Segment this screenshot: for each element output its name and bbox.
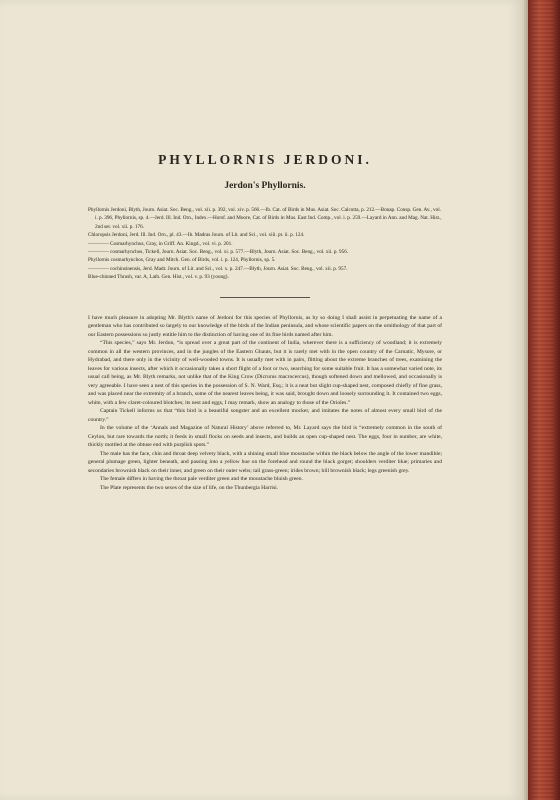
synonymy-entry: Chloropsis Jerdoni, Jerd. Ill. Ind. Orn., pl. 43.—Ib. Madras Journ. of Lit. and Sci., vol. xiii. pt. ii. p. 124.: [88, 232, 305, 239]
book-cover-edge: [528, 0, 560, 800]
page-title: PHYLLORNIS JERDONI.: [158, 152, 372, 167]
synonymy-entry: Phyllornis cosmarhynchos, Gray and Mitch. Gen. of Birds, vol. i. p. 124, Phyllornis, sp. 5.: [88, 257, 276, 264]
synonymy-entry: ———— cochinsinensis, Jerd. Madr. Journ. of Lit. and Sci., vol. x. p. 247.—Blyth, Journ. Asiat. Soc. Beng., vol. xii. p. 957.: [88, 265, 348, 272]
page-content: [88, 152, 442, 492]
cover-texture: [532, 0, 554, 800]
synonymy-entry: Phyllornis Jerdoni, Blyth, Journ. Asiat. Soc. Beng., vol. xii. p. 392, vol. xiv. p. 566.—Ib. Cat. of Birds in Mus. Asiat. Soc. Calcutta, p. 212.—Bonap. Consp. Gen. Av., vol. i. p. 396, Phyllornis, sp. 4.—Jerd. Ill. Ind. Orn., Index.—Horsf. and Moore, Cat. of Birds in Mus. East Ind. Comp., vol. i. p. 259.—Layard in Ann. and Mag. Nat. Hist., 2nd ser. vol. xii. p. 176.: [88, 207, 442, 230]
body-paragraph: In the volume of the ‘Annals and Magazine of Natural History’ above referred to, Mr. Layard says the bird is “extremely common in the south of Ceylon, but rare towards the north; it feeds in small flocks on seeds and insects, and builds an open cup-shaped nest. The eggs, four in number, are white, thickly mottled at the obtuse end with purplish spots.”: [88, 425, 442, 449]
body-paragraph: I have much pleasure in adopting Mr. Blyth's name of Jerdoni for this species of Phyllornis, as by so doing I shall assist in perpetuating the name of a gentleman who has contributed so largely to our knowledge of the birds of the Indian peninsula, and whose scientific papers on the ornithology of that part of our Eastern possessions so justly entitle him to the distinction of having one of its fine birds named after him.: [88, 314, 442, 338]
synonymy-block: [88, 206, 442, 282]
body-paragraph: “This species,” says Mr. Jerdon, “is spread over a great part of the continent of India, wherever there is a sufficiency of woodland; it is extremely common in all the western provinces, and in the jungles of the Eastern Ghauts, but it is rarely met with in the open country of the Carnatic, Mysore, or Hydrabad, and there only in the vicinity of well-wooded towns. It is usually met with in pairs, flitting about the extreme branches of trees, examining the leaves for various insects, after which it occasionally takes a short flight of a foot or two, searching for some suitable fruit. It has a somewhat varied note, its usual call being, as Mr. Blyth remarks, not unlike that of the King Crow (Dicrurus macrocercus), though softened down and mellowed, and occasionally is very agreeable. I have seen a nest of this species in the possession of S. N. Ward, Esq.; it is a neat but slight cup-shaped nest, composed chiefly of fine grass, and was placed near the extremity of a branch, some of the nearest leaves being, it was said, brought down and loosely surrounding it. It contained two eggs, white, with a few claret-coloured blotches; its nest and eggs, I may remark, show an analogy to those of the Orioles.”: [88, 340, 442, 406]
body-text: [88, 314, 442, 493]
body-paragraph: The male has the face, chin and throat deep velvety black, with a shining small blue moustache within the black below the angle of the lower mandible; general plumage green, lighter beneath, and passing into a yellow hue on the forehead and round the black gorget; shoulders verditer blue; primaries and secondaries brownish black on their inner, and green on their outer webs; tail grass-green; irides brown; bill brownish black; legs greenish grey.: [88, 450, 442, 474]
section-divider: [220, 297, 310, 298]
body-paragraph: Captain Tickell informs us that “this bird is a beautiful songster and an excellent mocker, and imitates the notes of almost every small bird of the country.”: [88, 408, 442, 423]
synonymy-entry: ———— cosmarhynchos, Tickell, Journ. Asiat. Soc. Beng., vol. xi. p. 577.—Blyth, Journ. Asiat. Soc. Beng., vol. xii. p. 956.: [88, 249, 349, 256]
page-subtitle: Jerdon's Phyllornis.: [224, 181, 306, 191]
synonymy-entry: ———— Cosmarhynchus, Gray, in Griff. An. Kingd., vol. vi. p. 201.: [88, 240, 233, 247]
body-paragraph: The Plate represents the two sexes of the size of life, on the Thunbergia Harrisi.: [100, 484, 279, 491]
body-paragraph: The female differs in having the throat pale verditer green and the moustache bluish green.: [100, 476, 303, 483]
synonymy-entry: Blue-chinned Thrush, var. A, Lath. Gen. Hist., vol. v. p. 93 (young).: [88, 274, 229, 281]
